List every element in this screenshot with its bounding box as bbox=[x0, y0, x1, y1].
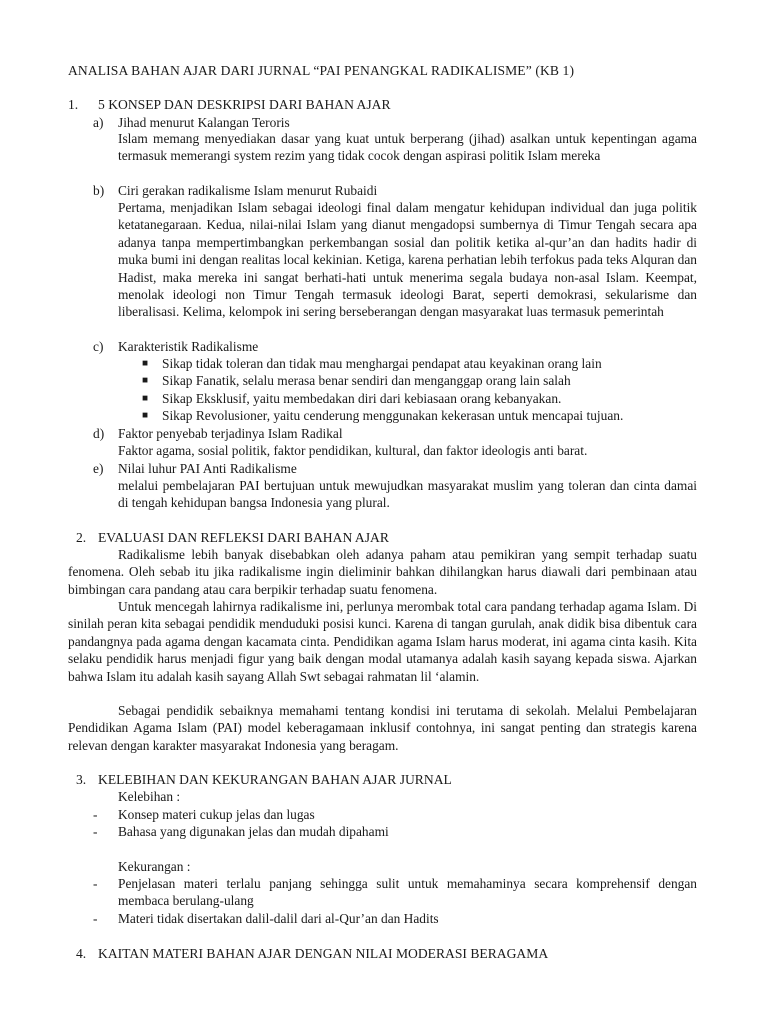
subsection-a-text: Islam memang menyediakan dasar yang kuat untuk berperang (jihad) asalkan untuk kepentingan agama termasuk memerangi system rezim yang tidak cocok dengan aspirasi politik Islam mereka bbox=[118, 131, 697, 164]
subsection-a-title: Jihad menurut Kalangan Teroris bbox=[118, 115, 290, 130]
advantages-label: Kelebihan : bbox=[118, 789, 181, 804]
evaluation-paragraph-1: Radikalisme lebih banyak disebabkan oleh adanya paham atau pemikiran yang sempit terhadap suatu fenomena. Oleh sebab itu jika radikalisme ingin dieliminir bahkan dihilangkan harus diawali dari pembinaan atau bimbingan cara pandang atau cara berpikir terhadap suatu fenomena. bbox=[68, 547, 697, 597]
section-2-heading bbox=[76, 529, 389, 546]
list-item: ■ Sikap Fanatik, selalu merasa benar sendiri dan menganggap orang lain salah bbox=[142, 372, 623, 389]
section-4-heading bbox=[76, 945, 548, 962]
disadvantages-label: Kekurangan : bbox=[118, 859, 191, 874]
list-item: ■ Sikap Revolusioner, yaitu cenderung menggunakan kekerasan untuk mencapai tujuan. bbox=[142, 407, 623, 424]
subsection-c-title: Karakteristik Radikalisme bbox=[118, 339, 259, 354]
list-item: - Penjelasan materi terlalu panjang sehingga sulit untuk memahaminya secara komprehensif dengan membaca berulang-ulang bbox=[93, 875, 697, 910]
evaluation-paragraph-2: Untuk mencegah lahirnya radikalisme ini, perlunya merombak total cara pandang terhadap agama Islam. Di sinilah peran kita sebagai pendidik menduduki posisi kunci. Karena di tangan gurulah, anak didik bisa dibentuk cara pandangnya pada agama dengan kacamata cinta. Pendidikan agama Islam harus moderat, ini agama cinta kasih. Kita selaku pendidik harus menjadi figur yang baik dengan modal utamanya adalah kasih sayang kepada siswa. Ajarkan bahwa Islam itu adalah kasih sayang Allah Swt sebagai rahmatan lil ‘alamin. bbox=[68, 599, 697, 684]
subsection-e-title: Nilai luhur PAI Anti Radikalisme bbox=[118, 461, 297, 476]
evaluation-paragraph-3: Sebagai pendidik sebaiknya memahami tentang kondisi ini terutama di sekolah. Melalui Pembelajaran Pendidikan Agama Islam (PAI) model keberagamaan inklusif contohnya, ini sangat penting dan strategis karena relevan dengan karakter masyarakat Indonesia yang beragam. bbox=[68, 703, 697, 753]
section-3-title: KELEBIHAN DAN KEKURANGAN BAHAN AJAR JURNAL bbox=[98, 772, 452, 787]
section-2-title: EVALUASI DAN REFLEKSI DARI BAHAN AJAR bbox=[98, 530, 389, 545]
list-item: ■ Sikap Eksklusif, yaitu membedakan diri dari kebiasaan orang kebanyakan. bbox=[142, 390, 623, 407]
section-3-number: 3. bbox=[76, 772, 87, 787]
section-1-title: 5 KONSEP DAN DESKRIPSI DARI BAHAN AJAR bbox=[98, 97, 391, 112]
subsection-b-title: Ciri gerakan radikalisme Islam menurut Rubaidi bbox=[118, 183, 378, 198]
list-item: - Materi tidak disertakan dalil-dalil dari al-Qur’an dan Hadits bbox=[93, 910, 697, 927]
list-item: - Konsep materi cukup jelas dan lugas bbox=[93, 806, 697, 823]
characteristics-list bbox=[142, 355, 623, 425]
list-item: ■ Sikap tidak toleran dan tidak mau menghargai pendapat atau keyakinan orang lain bbox=[142, 355, 623, 372]
subsection-e-marker: e) bbox=[93, 461, 104, 476]
subsection-d-text: Faktor agama, sosial politik, faktor pendidikan, kultural, dan faktor ideologis anti barat. bbox=[118, 443, 588, 458]
section-4-number: 4. bbox=[76, 946, 87, 961]
subsection-e-text: melalui pembelajaran PAI bertujuan untuk mewujudkan masyarakat muslim yang toleran dan cinta damai di tengah kehidupan bangsa Indonesia yang plural. bbox=[118, 478, 697, 511]
subsection-d-marker: d) bbox=[93, 426, 105, 441]
subsection-b-marker: b) bbox=[93, 183, 105, 198]
advantages-list bbox=[93, 806, 697, 841]
document-title: ANALISA BAHAN AJAR DARI JURNAL “PAI PENANGKAL RADIKALISME” (KB 1) bbox=[68, 63, 575, 78]
section-2-number: 2. bbox=[76, 530, 87, 545]
section-1-heading bbox=[68, 96, 391, 113]
section-3-heading bbox=[76, 771, 452, 788]
subsection-a-marker: a) bbox=[93, 115, 104, 130]
section-4-title: KAITAN MATERI BAHAN AJAR DENGAN NILAI MODERASI BERAGAMA bbox=[98, 946, 549, 961]
list-item: - Bahasa yang digunakan jelas dan mudah dipahami bbox=[93, 823, 697, 840]
subsection-b-text: Pertama, menjadikan Islam sebagai ideologi final dalam mengatur kehidupan individual dan juga politik ketatanegaraan. Kedua, nilai-nilai Islam yang dianut mengadopsi sumbernya di Timur Tengah secara apa adanya tanpa mempertimbangkan perkembangan sosial dan politik ketika al-qur’an dan hadits hadir di muka bumi ini dengan realitas local kekinian. Ketiga, karena perhatian lebih terfokus pada teks Alquran dan Hadist, maka mereka ini sangat berhati-hati untuk menerima segala budaya non-asal Islam. Keempat, menolak ideologi non Timur Tengah termasuk ideologi Barat, seperti demokrasi, sekularisme dan liberalisasi. Kelima, kelompok ini sering berseberangan dengan masyarakat luas termasuk pemerintah bbox=[118, 200, 697, 320]
subsection-c-marker: c) bbox=[93, 339, 104, 354]
disadvantages-list bbox=[93, 875, 697, 927]
section-1-number: 1. bbox=[68, 97, 79, 112]
subsection-d-title: Faktor penyebab terjadinya Islam Radikal bbox=[118, 426, 343, 441]
